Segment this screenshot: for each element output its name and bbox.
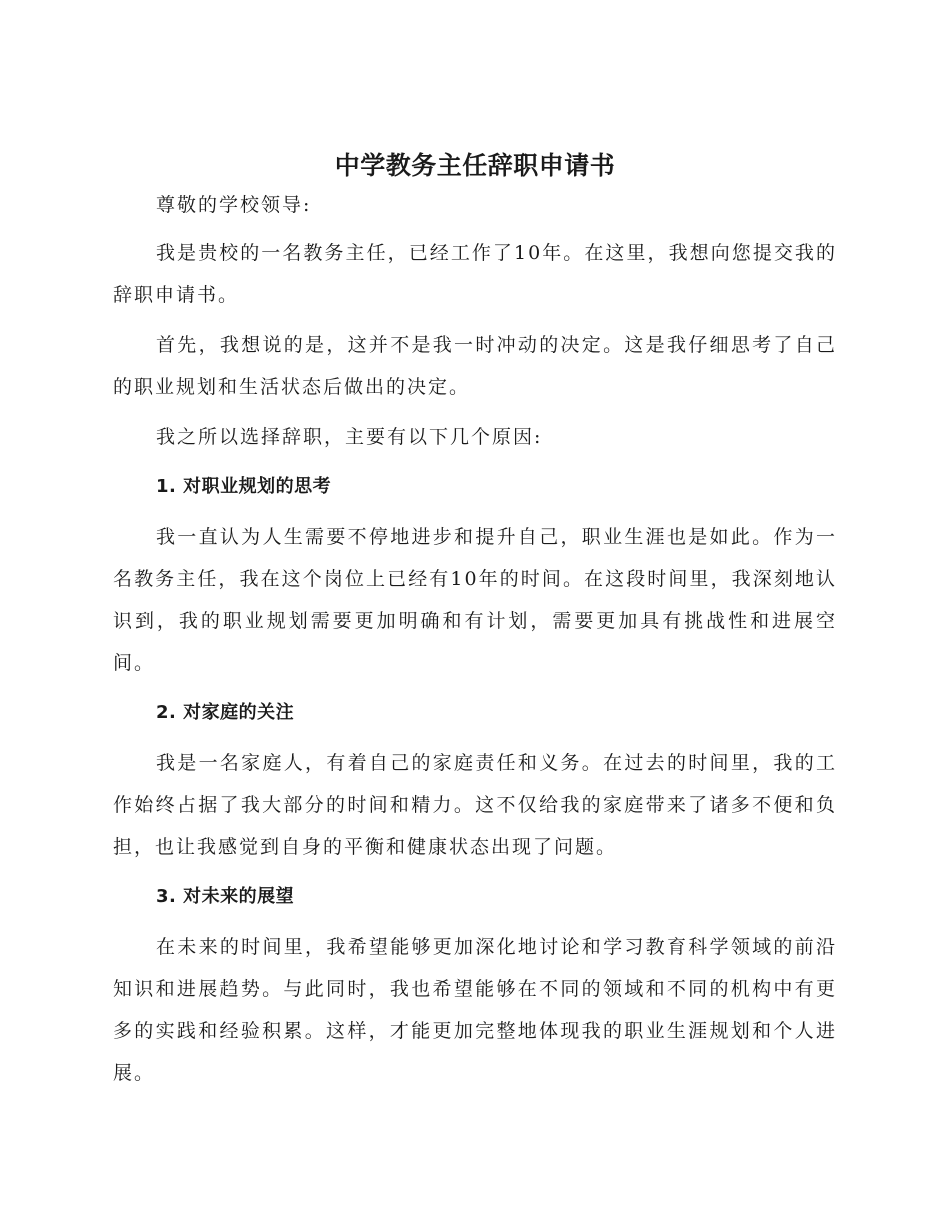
spacer: [113, 224, 837, 232]
paragraph-decision: 首先，我想说的是，这并不是我一时冲动的决定。这是我仔细思考了自己的职业规划和生活状态后做出的决定。: [113, 334, 837, 398]
salutation: 尊敬的学校领导:: [156, 194, 312, 216]
spacer: [113, 918, 837, 926]
section-body-future: 在未来的时间里，我希望能够更加深化地讨论和学习教育科学领域的前沿知识和进展趋势。与此同时，我也希望能够在不同的领域和不同的机构中有更多的实践和经验积累。这样，才能更加完整地体现我的职业生涯规划和个人进展。: [113, 936, 837, 1084]
paragraph-reasons-intro: 我之所以选择辞职，主要有以下几个原因:: [156, 426, 543, 448]
paragraph-intro: 我是贵校的一名教务主任，已经工作了10年。在这里，我想向您提交我的辞职申请书。: [113, 242, 837, 306]
section-body-career: 我一直认为人生需要不停地进步和提升自己，职业生涯也是如此。作为一名教务主任，我在这个岗位上已经有10年的时间。在这段时间里，我深刻地认识到，我的职业规划需要更加明确和有计划，需要更加具有挑战性和进展空间。: [113, 526, 837, 674]
spacer: [113, 508, 837, 516]
section-body-family: 我是一名家庭人，有着自己的家庭责任和义务。在过去的时间里，我的工作始终占据了我大部分的时间和精力。这不仅给我的家庭带来了诸多不便和负担，也让我感觉到自身的平衡和健康状态出现了问题。: [113, 752, 837, 858]
spacer: [113, 408, 837, 416]
spacer: [113, 684, 837, 692]
section-heading-future: 3. 对未来的展望: [156, 886, 295, 907]
spacer: [113, 868, 837, 876]
document-title: 中学教务主任辞职申请书: [334, 151, 616, 180]
spacer: [113, 458, 837, 466]
section-heading-family: 2. 对家庭的关注: [156, 702, 295, 723]
section-heading-career: 1. 对职业规划的思考: [156, 476, 332, 497]
spacer: [113, 734, 837, 742]
spacer: [113, 316, 837, 324]
document-page: [113, 148, 837, 1094]
